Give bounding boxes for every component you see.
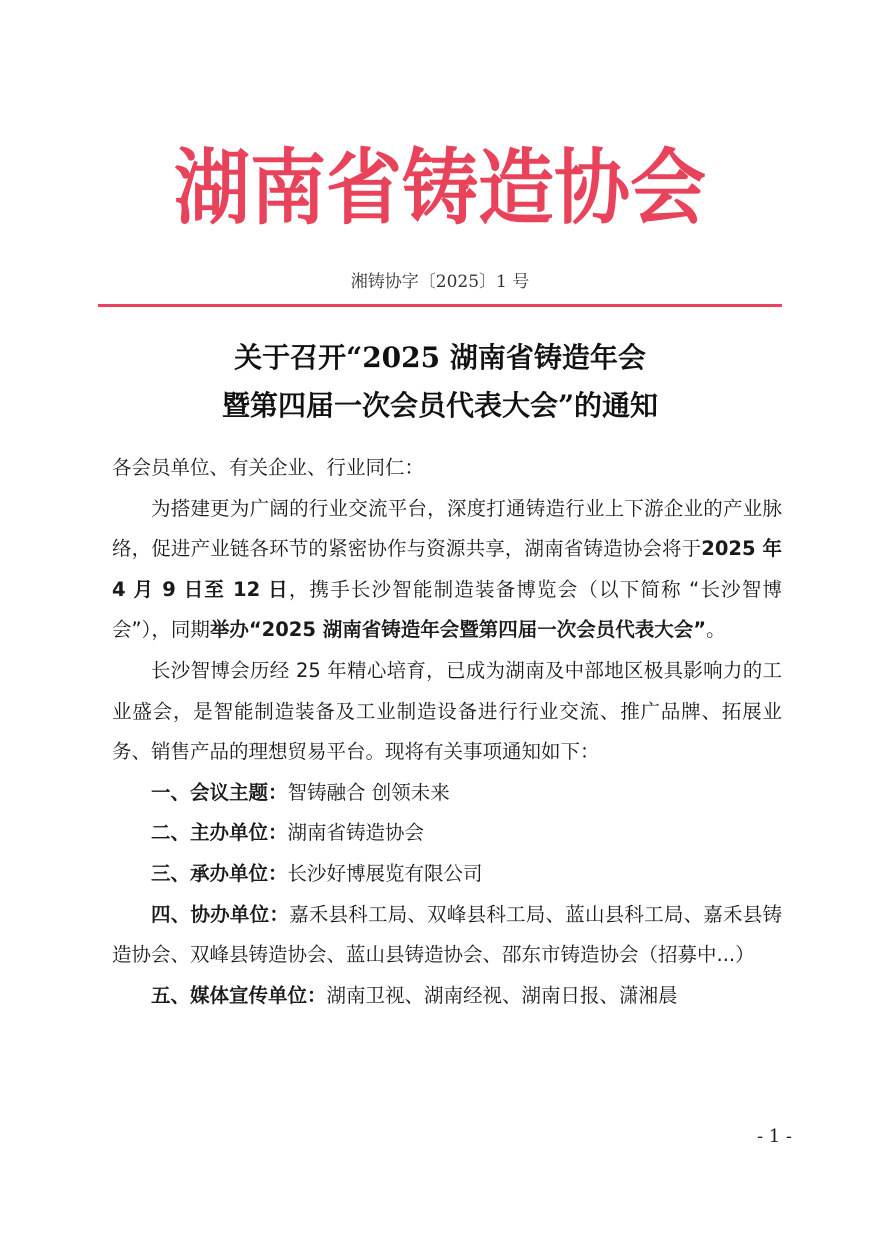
item-value: 湖南卫视、湖南经视、湖南日报、潇湘晨 bbox=[326, 983, 678, 1007]
item-host bbox=[112, 813, 782, 854]
notice-body bbox=[112, 448, 782, 1016]
item-organizer bbox=[112, 854, 782, 895]
item-label: 二、主办单位： bbox=[151, 821, 288, 845]
item-value: 智铸融合 创领未来 bbox=[287, 780, 450, 804]
paragraph-expo: 长沙智博会历经 25 年精心培育，已成为湖南及中部地区极具影响力的工业盛会，是智能制造装备及工业制造设备进行行业交流、推广品牌、拓展业务、销售产品的理想贸易平台。现将有关事项通知如下： bbox=[112, 658, 782, 764]
title-line-1: 关于召开“2025 湖南省铸造年会 bbox=[234, 341, 646, 374]
item-label: 一、会议主题： bbox=[151, 780, 288, 804]
document-number: 湘铸协字〔2025〕1 号 bbox=[350, 272, 530, 292]
item-media bbox=[112, 976, 782, 1017]
intro-text-a: 为搭建更为广阔的行业交流平台，深度打通铸造行业上下游企业的产业脉络，促进产业链各环节的紧密协作与资源共享，湖南省铸造协会将于 bbox=[112, 496, 782, 561]
intro-text-e: 。 bbox=[706, 618, 726, 642]
intro-event: 举办“2025 湖南省铸造年会暨第四届一次会员代表大会” bbox=[209, 618, 707, 642]
organization-masthead: 湖南省铸造协会 bbox=[174, 139, 706, 236]
item-label: 五、媒体宣传单位： bbox=[151, 983, 327, 1007]
paragraph-intro bbox=[112, 489, 782, 651]
item-label: 三、承办单位： bbox=[151, 861, 288, 885]
notice-title bbox=[0, 334, 880, 430]
item-value: 湖南省铸造协会 bbox=[287, 821, 425, 845]
intro-date: 2025 年 4 月 9 日至 12 日 bbox=[112, 537, 782, 601]
item-value: 长沙好博展览有限公司 bbox=[287, 861, 483, 885]
page-number: - 1 - bbox=[756, 1126, 792, 1147]
title-line-2: 暨第四届一次会员代表大会”的通知 bbox=[221, 389, 659, 422]
intro-text-c: ，携手长沙智能制造装备博览会（以下简称 “长沙智博会”），同期 bbox=[112, 577, 783, 642]
item-theme bbox=[112, 773, 782, 814]
item-value: 嘉禾县科工局、双峰县科工局、蓝山县科工局、嘉禾县铸造协会、双峰县铸造协会、蓝山县铸造协会、邵东市铸造协会（招募中...） bbox=[112, 902, 782, 967]
item-co-organizers bbox=[112, 895, 782, 976]
salutation: 各会员单位、有关企业、行业同仁： bbox=[112, 456, 425, 479]
red-divider-line bbox=[98, 304, 782, 307]
item-label: 四、协办单位： bbox=[151, 902, 290, 926]
